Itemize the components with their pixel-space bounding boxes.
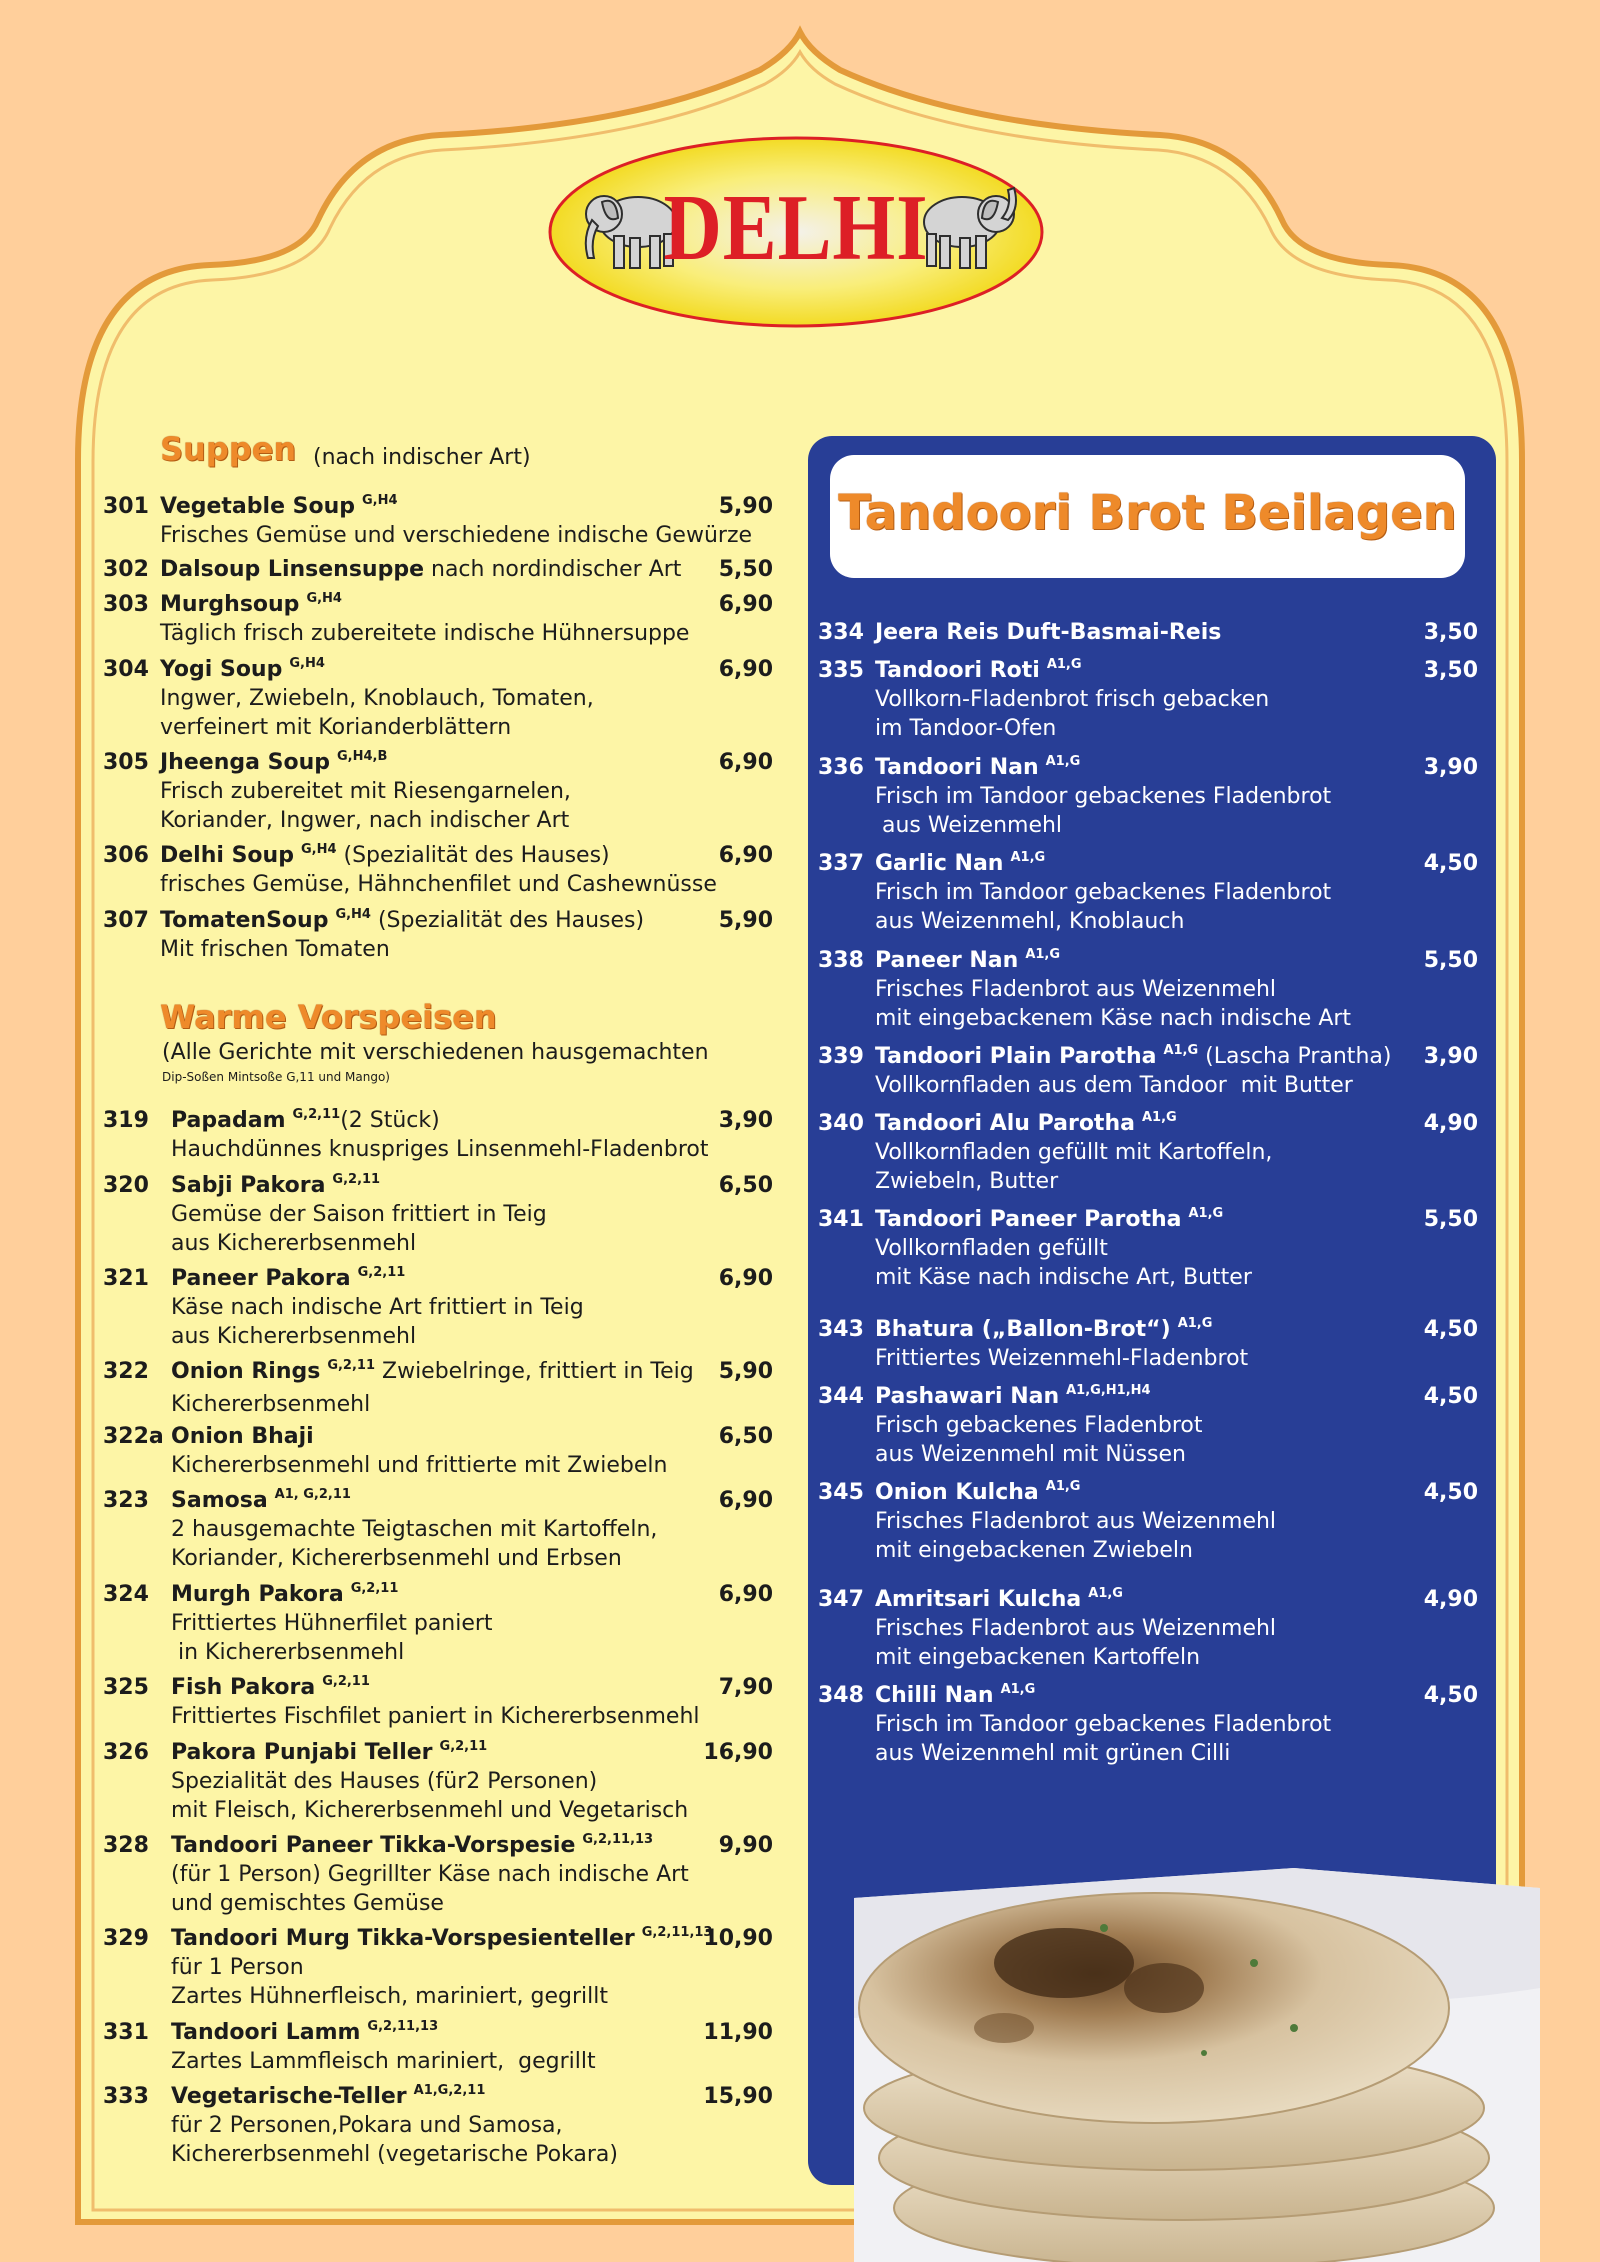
item-description: Mit frischen Tomaten (160, 937, 390, 962)
item-name: Papadam (171, 1108, 286, 1133)
item-allergens: G,2,11 (322, 1674, 370, 1689)
item-name: Tandoori Alu Parotha (875, 1111, 1135, 1136)
item-extra: (Lascha Prantha) (1198, 1044, 1392, 1069)
item-allergens: A1,G,H1,H4 (1066, 1383, 1151, 1398)
item-number: 333 (103, 2084, 149, 2109)
item-number: 341 (818, 1207, 864, 1232)
section-title-suppen: Suppen (160, 430, 297, 468)
item-number: 302 (103, 557, 149, 582)
item-price: 4,90 (1423, 1587, 1478, 1612)
item-allergens: G,2,11 (292, 1107, 341, 1122)
item-description: für 1 Person Zartes Hühnerfleisch, mariniert, gegrillt (171, 1955, 608, 2009)
item-price: 15,90 (703, 2084, 773, 2109)
item-name: Tandoori Paneer Tikka-Vorspesie (171, 1833, 576, 1858)
item-name: TomatenSoup (160, 908, 329, 933)
item-allergens: G,2,11,13 (641, 1925, 713, 1940)
item-name: Fish Pakora (171, 1675, 316, 1700)
item-number: 347 (818, 1587, 864, 1612)
item-name: Dalsoup Linsensuppe (160, 557, 424, 582)
item-price: 5,90 (718, 908, 773, 933)
item-name: Bhatura („Ballon-Brot“) (875, 1317, 1171, 1342)
item-description: Vollkornfladen gefüllt mit Käse nach indische Art, Butter (875, 1236, 1252, 1290)
item-price: 5,50 (718, 557, 773, 582)
item-name: Samosa (171, 1488, 268, 1513)
item-allergens: A1,G (1177, 1316, 1213, 1331)
item-name: Garlic Nan (875, 851, 1004, 876)
item-price: 6,50 (718, 1424, 773, 1449)
item-number: 343 (818, 1317, 864, 1342)
item-number: 319 (103, 1108, 149, 1133)
item-number: 329 (103, 1926, 149, 1951)
item-price: 6,90 (718, 750, 773, 775)
item-number: 305 (103, 750, 149, 775)
item-extra: (Spezialität des Hauses) (336, 843, 610, 868)
item-description: Gemüse der Saison frittiert in Teig aus Kichererbsenmehl (171, 1202, 547, 1256)
item-price: 5,50 (1423, 948, 1478, 973)
item-allergens: G,H4 (306, 591, 342, 606)
item-price: 3,90 (1423, 1044, 1478, 1069)
item-price: 4,50 (1423, 1384, 1478, 1409)
item-price: 4,50 (1423, 851, 1478, 876)
item-extra: (Spezialität des Hauses) (370, 908, 645, 933)
item-name: Yogi Soup (160, 657, 283, 682)
item-description: Frisches Gemüse und verschiedene indische Gewürze (160, 523, 753, 548)
item-extra: (2 Stück) (340, 1108, 440, 1133)
brand-name: DELHI (663, 176, 929, 280)
item-number: 336 (818, 755, 864, 780)
item-description: Vollkornfladen gefüllt mit Kartoffeln, Zwiebeln, Butter (875, 1140, 1273, 1194)
item-number: 338 (818, 948, 864, 973)
item-price: 6,90 (718, 592, 773, 617)
item-number: 321 (103, 1266, 149, 1291)
item-name: Amritsari Kulcha (875, 1587, 1082, 1612)
item-number: 339 (818, 1044, 864, 1069)
item-name: Tandoori Plain Parotha (875, 1044, 1157, 1069)
item-name: Chilli Nan (875, 1683, 994, 1708)
item-name: Murghsoup (160, 592, 300, 617)
item-allergens: A1,G (1000, 1682, 1036, 1697)
item-number: 320 (103, 1173, 149, 1198)
item-extra: nach nordindischer Art (431, 557, 682, 582)
item-price: 6,90 (718, 843, 773, 868)
item-name: Vegetarische-Teller (171, 2084, 407, 2109)
item-name: Tandoori Roti (875, 658, 1040, 683)
item-description: Käse nach indische Art frittiert in Teig aus Kichererbsenmehl (171, 1295, 584, 1349)
item-name: Jeera Reis Duft-Basmai-Reis (875, 620, 1222, 645)
item-name: Paneer Nan (875, 948, 1019, 973)
item-description: Vollkorn-Fladenbrot frisch gebacken im Tandoor-Ofen (875, 687, 1270, 741)
item-name: Jheenga Soup (160, 750, 330, 775)
item-description: Täglich frisch zubereitete indische Hühnersuppe (160, 621, 690, 646)
item-price: 5,50 (1423, 1207, 1478, 1232)
item-allergens: A1,G (1010, 850, 1046, 865)
item-allergens: A1,G (1025, 947, 1061, 962)
item-description: für 2 Personen,Pokara und Samosa, Kichererbsenmehl (vegetarische Pokara) (171, 2113, 618, 2167)
item-number: 304 (103, 657, 149, 682)
item-name: Murgh Pakora (171, 1582, 344, 1607)
item-name: Onion Kulcha (875, 1480, 1039, 1505)
item-description: Zartes Lammfleisch mariniert, gegrillt (171, 2049, 596, 2074)
item-price: 5,90 (718, 1359, 773, 1384)
item-name: Tandoori Paneer Parotha (875, 1207, 1182, 1232)
item-allergens: A1,G (1088, 1586, 1123, 1601)
item-allergens: G,2,11,13 (582, 1832, 654, 1847)
item-allergens: G,H4 (362, 493, 398, 508)
item-name: Tandoori Nan (875, 755, 1039, 780)
item-allergens: A1,G (1045, 754, 1081, 769)
item-description: Frisch im Tandoor gebackenes Fladenbrot aus Weizenmehl mit grünen Cilli (875, 1712, 1332, 1766)
item-description: Frisch zubereitet mit Riesengarnelen, Koriander, Ingwer, nach indischer Art (160, 779, 571, 833)
item-allergens: A1,G (1163, 1043, 1199, 1058)
item-description: Frisches Fladenbrot aus Weizenmehl mit eingebackenem Käse nach indische Art (875, 977, 1352, 1031)
item-price: 6,90 (718, 1582, 773, 1607)
item-price: 3,50 (1423, 658, 1478, 683)
item-description: Frisch gebackenes Fladenbrot aus Weizenmehl mit Nüssen (875, 1413, 1203, 1467)
item-number: 334 (818, 620, 864, 645)
item-description: Vollkornfladen aus dem Tandoor mit Butter (875, 1073, 1353, 1098)
item-price: 4,90 (1423, 1111, 1478, 1136)
item-price: 10,90 (703, 1926, 773, 1951)
item-allergens: G,2,11 (327, 1358, 376, 1373)
item-price: 6,90 (718, 1266, 773, 1291)
item-description: Ingwer, Zwiebeln, Knoblauch, Tomaten, verfeinert mit Korianderblättern (160, 686, 594, 740)
item-number: 328 (103, 1833, 149, 1858)
item-allergens: G,2,11,13 (367, 2019, 439, 2034)
item-price: 3,90 (718, 1108, 773, 1133)
item-name: Tandoori Lamm (171, 2020, 361, 2045)
item-price: 3,90 (1423, 755, 1478, 780)
item-description: Frisch im Tandoor gebackenes Fladenbrot aus Weizenmehl (875, 784, 1332, 838)
item-price: 9,90 (718, 1833, 773, 1858)
item-number: 301 (103, 494, 149, 519)
item-name: Sabji Pakora (171, 1173, 326, 1198)
item-description: Frisch im Tandoor gebackenes Fladenbrot aus Weizenmehl, Knoblauch (875, 880, 1332, 934)
item-description: 2 hausgemachte Teigtaschen mit Kartoffeln, Koriander, Kichererbsenmehl und Erbsen (171, 1517, 658, 1571)
item-name: Onion Rings (171, 1359, 321, 1384)
note-small: Dip-Soßen Mintsoße G,11 und Mango) (162, 1070, 390, 1084)
item-price: 11,90 (703, 2020, 773, 2045)
item-number: 323 (103, 1488, 149, 1513)
item-allergens: A1,G (1045, 1479, 1081, 1494)
item-number: 325 (103, 1675, 149, 1700)
item-price: 16,90 (703, 1740, 773, 1765)
item-description: Frittiertes Weizenmehl-Fladenbrot (875, 1346, 1249, 1371)
item-description: Frittiertes Hühnerfilet paniert in Kichererbsenmehl (171, 1611, 493, 1665)
item-price: 4,50 (1423, 1317, 1478, 1342)
item-description: Frisches Fladenbrot aus Weizenmehl mit eingebackenen Zwiebeln (875, 1509, 1277, 1563)
item-price: 4,50 (1423, 1480, 1478, 1505)
item-price: 6,90 (718, 1488, 773, 1513)
section-title-tandoori: Tandoori Brot Beilagen (838, 485, 1457, 541)
section-note-vorspeisen (162, 1042, 709, 1088)
item-name: Onion Bhaji (171, 1424, 314, 1449)
item-price: 3,50 (1423, 620, 1478, 645)
item-allergens: A1,G,2,11 (413, 2083, 486, 2098)
item-description: (für 1 Person) Gegrillter Käse nach indische Art und gemischtes Gemüse (171, 1862, 689, 1916)
item-number: 331 (103, 2020, 149, 2045)
item-description: Kichererbsenmehl und frittierte mit Zwiebeln (171, 1453, 668, 1478)
delhi-logo (548, 134, 1044, 326)
item-allergens: G,2,11 (350, 1581, 399, 1596)
item-allergens: G,H4 (335, 907, 371, 922)
item-price: 6,90 (718, 657, 773, 682)
item-price: 6,50 (718, 1173, 773, 1198)
item-number: 345 (818, 1480, 864, 1505)
item-description: frisches Gemüse, Hähnchenfilet und Cashewnüsse (160, 872, 717, 897)
item-name: Paneer Pakora (171, 1266, 351, 1291)
item-allergens: G,2,11 (332, 1172, 381, 1187)
item-allergens: G,2,11 (357, 1265, 406, 1280)
item-number: 337 (818, 851, 864, 876)
section-title-vorspeisen: Warme Vorspeisen (160, 998, 497, 1036)
item-description: Kichererbsenmehl (171, 1392, 371, 1417)
item-description: Frisches Fladenbrot aus Weizenmehl mit eingebackenen Kartoffeln (875, 1616, 1277, 1670)
item-name: Pashawari Nan (875, 1384, 1060, 1409)
item-description: Spezialität des Hauses (für2 Personen) mit Fleisch, Kichererbsenmehl und Vegetarisch (171, 1769, 689, 1823)
item-extra: Zwiebelringe, frittiert in Teig (375, 1359, 694, 1384)
item-allergens: G,H4 (300, 842, 337, 857)
naan-bread-photo (854, 1868, 1540, 2262)
item-allergens: A1, G,2,11 (274, 1487, 351, 1502)
item-number: 322 (103, 1359, 149, 1384)
item-price: 5,90 (718, 494, 773, 519)
item-name: Pakora Punjabi Teller (171, 1740, 433, 1765)
item-name: Delhi Soup (160, 843, 294, 868)
item-allergens: A1,G (1046, 657, 1082, 672)
item-price: 4,50 (1423, 1683, 1478, 1708)
item-allergens: G,H4,B (336, 749, 388, 764)
item-price: 7,90 (718, 1675, 773, 1700)
item-allergens: A1,G (1188, 1206, 1224, 1221)
item-number: 303 (103, 592, 149, 617)
item-number: 326 (103, 1740, 149, 1765)
item-number: 348 (818, 1683, 864, 1708)
item-number: 307 (103, 908, 149, 933)
item-allergens: A1,G (1141, 1110, 1177, 1125)
item-number: 306 (103, 843, 149, 868)
section-subtitle-suppen: (nach indischer Art) (313, 445, 531, 470)
item-name: Vegetable Soup (160, 494, 356, 519)
item-allergens: G,2,11 (439, 1739, 488, 1754)
item-name: Tandoori Murg Tikka-Vorspesienteller (171, 1926, 635, 1951)
item-description: Frittiertes Fischfilet paniert in Kichererbsenmehl (171, 1704, 700, 1729)
item-number: 335 (818, 658, 864, 683)
item-number: 322a (103, 1424, 164, 1449)
note-main: (Alle Gerichte mit verschiedenen hausgemachten (162, 1040, 709, 1065)
item-number: 344 (818, 1384, 864, 1409)
item-description: Hauchdünnes knuspriges Linsenmehl-Fladenbrot (171, 1137, 709, 1162)
item-allergens: G,H4 (289, 656, 325, 671)
item-number: 324 (103, 1582, 149, 1607)
item-number: 340 (818, 1111, 864, 1136)
